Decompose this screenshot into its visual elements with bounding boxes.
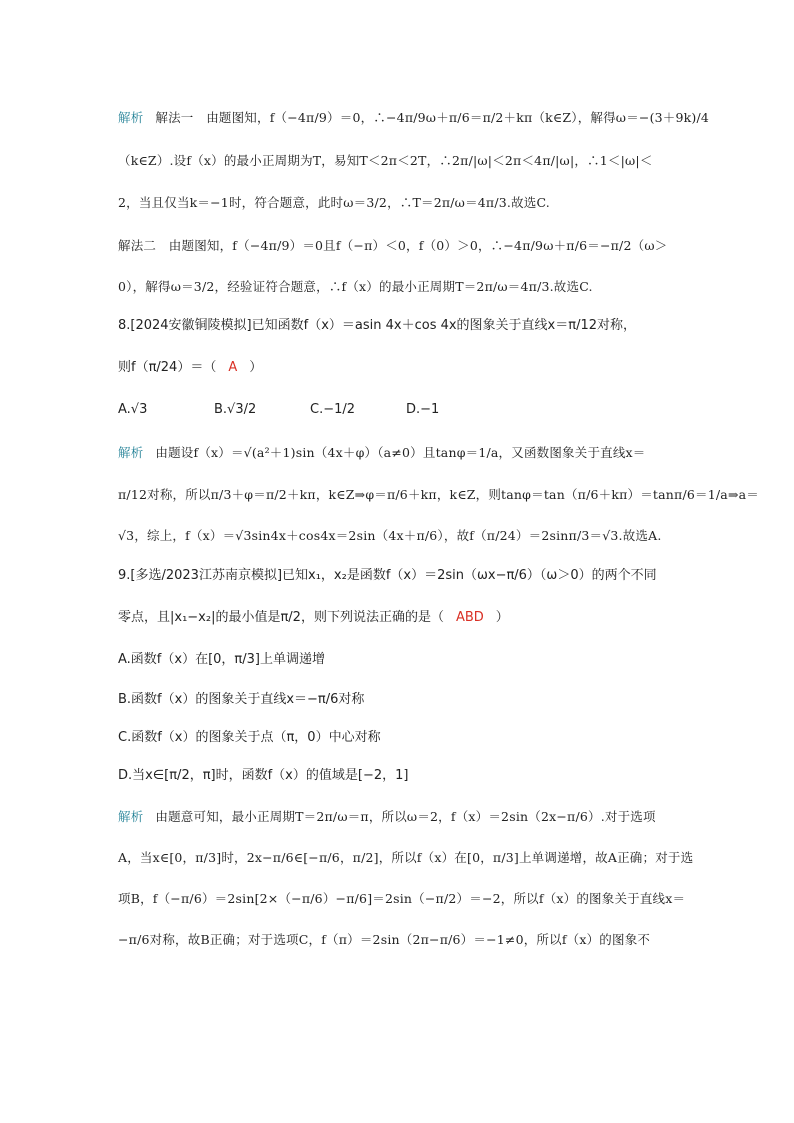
option-a: A.√3 <box>118 402 148 417</box>
option-d: D.−1 <box>406 402 440 417</box>
solution-line: A，当x∈[0，π/3]时，2x−π/6∈[−π/6，π/2]，所以f（x）在[0，π/3]上单调递增，故A正确；对于选 <box>118 850 694 865</box>
question-8-stem: 8.[2024安徽铜陵模拟]已知函数f（x）＝asin 4x＋cos 4x的图象关于直线x＝π/12对称， <box>118 318 637 333</box>
question-8-options <box>118 400 678 420</box>
paren-close: ） <box>495 610 509 625</box>
solution-line: π/12对称，所以π/3＋φ＝π/2＋kπ，k∈Z⇒φ＝π/6＋kπ，k∈Z，则tanφ＝tan（π/6＋kπ）＝tanπ/6＝1/a⇒a＝ <box>118 487 759 502</box>
solution-line: 项B，f（−π/6）＝2sin[2×（−π/6）−π/6]＝2sin（−π/2）＝−2，所以f（x）的图象关于直线x＝ <box>118 891 686 906</box>
solution-line: 解法二 由题图知，f（−4π/9）＝0且f（−π）＜0，f（0）＞0，∴−4π/9ω＋π/6＝−π/2（ω＞ <box>118 238 668 253</box>
solution-line <box>118 807 678 827</box>
paren-close: ） <box>249 360 263 375</box>
solution-line: √3，综上，f（x）＝√3sin4x＋cos4x＝2sin（4x＋π/6），故f（π/24）＝2sinπ/3＝√3.故选A. <box>118 528 662 543</box>
solution-tag: 解析 <box>118 809 144 824</box>
option-b: B.√3/2 <box>214 402 257 417</box>
option-d: D.当x∈[π/2，π]时，函数f（x）的值域是[−2，1] <box>118 768 409 783</box>
solution-tag: 解析 <box>118 110 144 125</box>
solution-text: 由题意可知，最小正周期T＝2π/ω＝π，所以ω＝2，f（x）＝2sin（2x−π/6）.对于选项 <box>155 809 656 824</box>
solution-line: 0），解得ω＝3/2，经验证符合题意，∴f（x）的最小正周期T＝2π/ω＝4π/3.故选C. <box>118 279 593 294</box>
option-b: B.函数f（x）的图象关于直线x＝−π/6对称 <box>118 692 365 707</box>
solution-text: 由题设f（x）＝√(a²＋1)sin（4x＋φ）（a≠0）且tanφ＝1/a，又函数图象关于直线x＝ <box>155 445 646 460</box>
question-8-stem-text: 则f（π/24）＝（ <box>118 360 217 375</box>
solution-line: （k∈Z）.设f（x）的最小正周期为T，易知T＜2π＜2T，∴2π/|ω|＜2π＜4π/|ω|，∴1＜|ω|＜ <box>118 153 653 168</box>
solution-line <box>118 443 678 463</box>
solution-line: 2，当且仅当k＝−1时，符合题意，此时ω＝3/2，∴T＝2π/ω＝4π/3.故选C. <box>118 195 550 210</box>
question-9-stem-2 <box>118 608 678 628</box>
option-a: A.函数f（x）在[0，π/3]上单调递增 <box>118 652 325 667</box>
option-c: C.函数f（x）的图象关于点（π，0）中心对称 <box>118 730 381 745</box>
solution-line: −π/6对称，故B正确；对于选项C，f（π）＝2sin（2π−π/6）＝−1≠0，所以f（x）的图象不 <box>118 932 651 947</box>
solution-line <box>118 108 710 128</box>
solution-text: 解法一 由题图知，f（−4π/9）＝0，∴−4π/9ω＋π/6＝π/2＋kπ（k∈Z），解得ω＝−(3＋9k)/4 <box>155 110 710 125</box>
answer-q8: A <box>228 360 238 375</box>
solution-tag: 解析 <box>118 445 144 460</box>
question-9-stem-text: 零点，且|x₁−x₂|的最小值是π/2，则下列说法正确的是（ <box>118 610 444 625</box>
question-8-stem-2 <box>118 358 678 378</box>
question-9-stem: 9.[多选/2023江苏南京模拟]已知x₁，x₂是函数f（x）＝2sin（ωx−π/6）（ω＞0）的两个不同 <box>118 568 657 583</box>
answer-q9: ABD <box>455 610 484 625</box>
option-c: C.−1/2 <box>310 402 356 417</box>
